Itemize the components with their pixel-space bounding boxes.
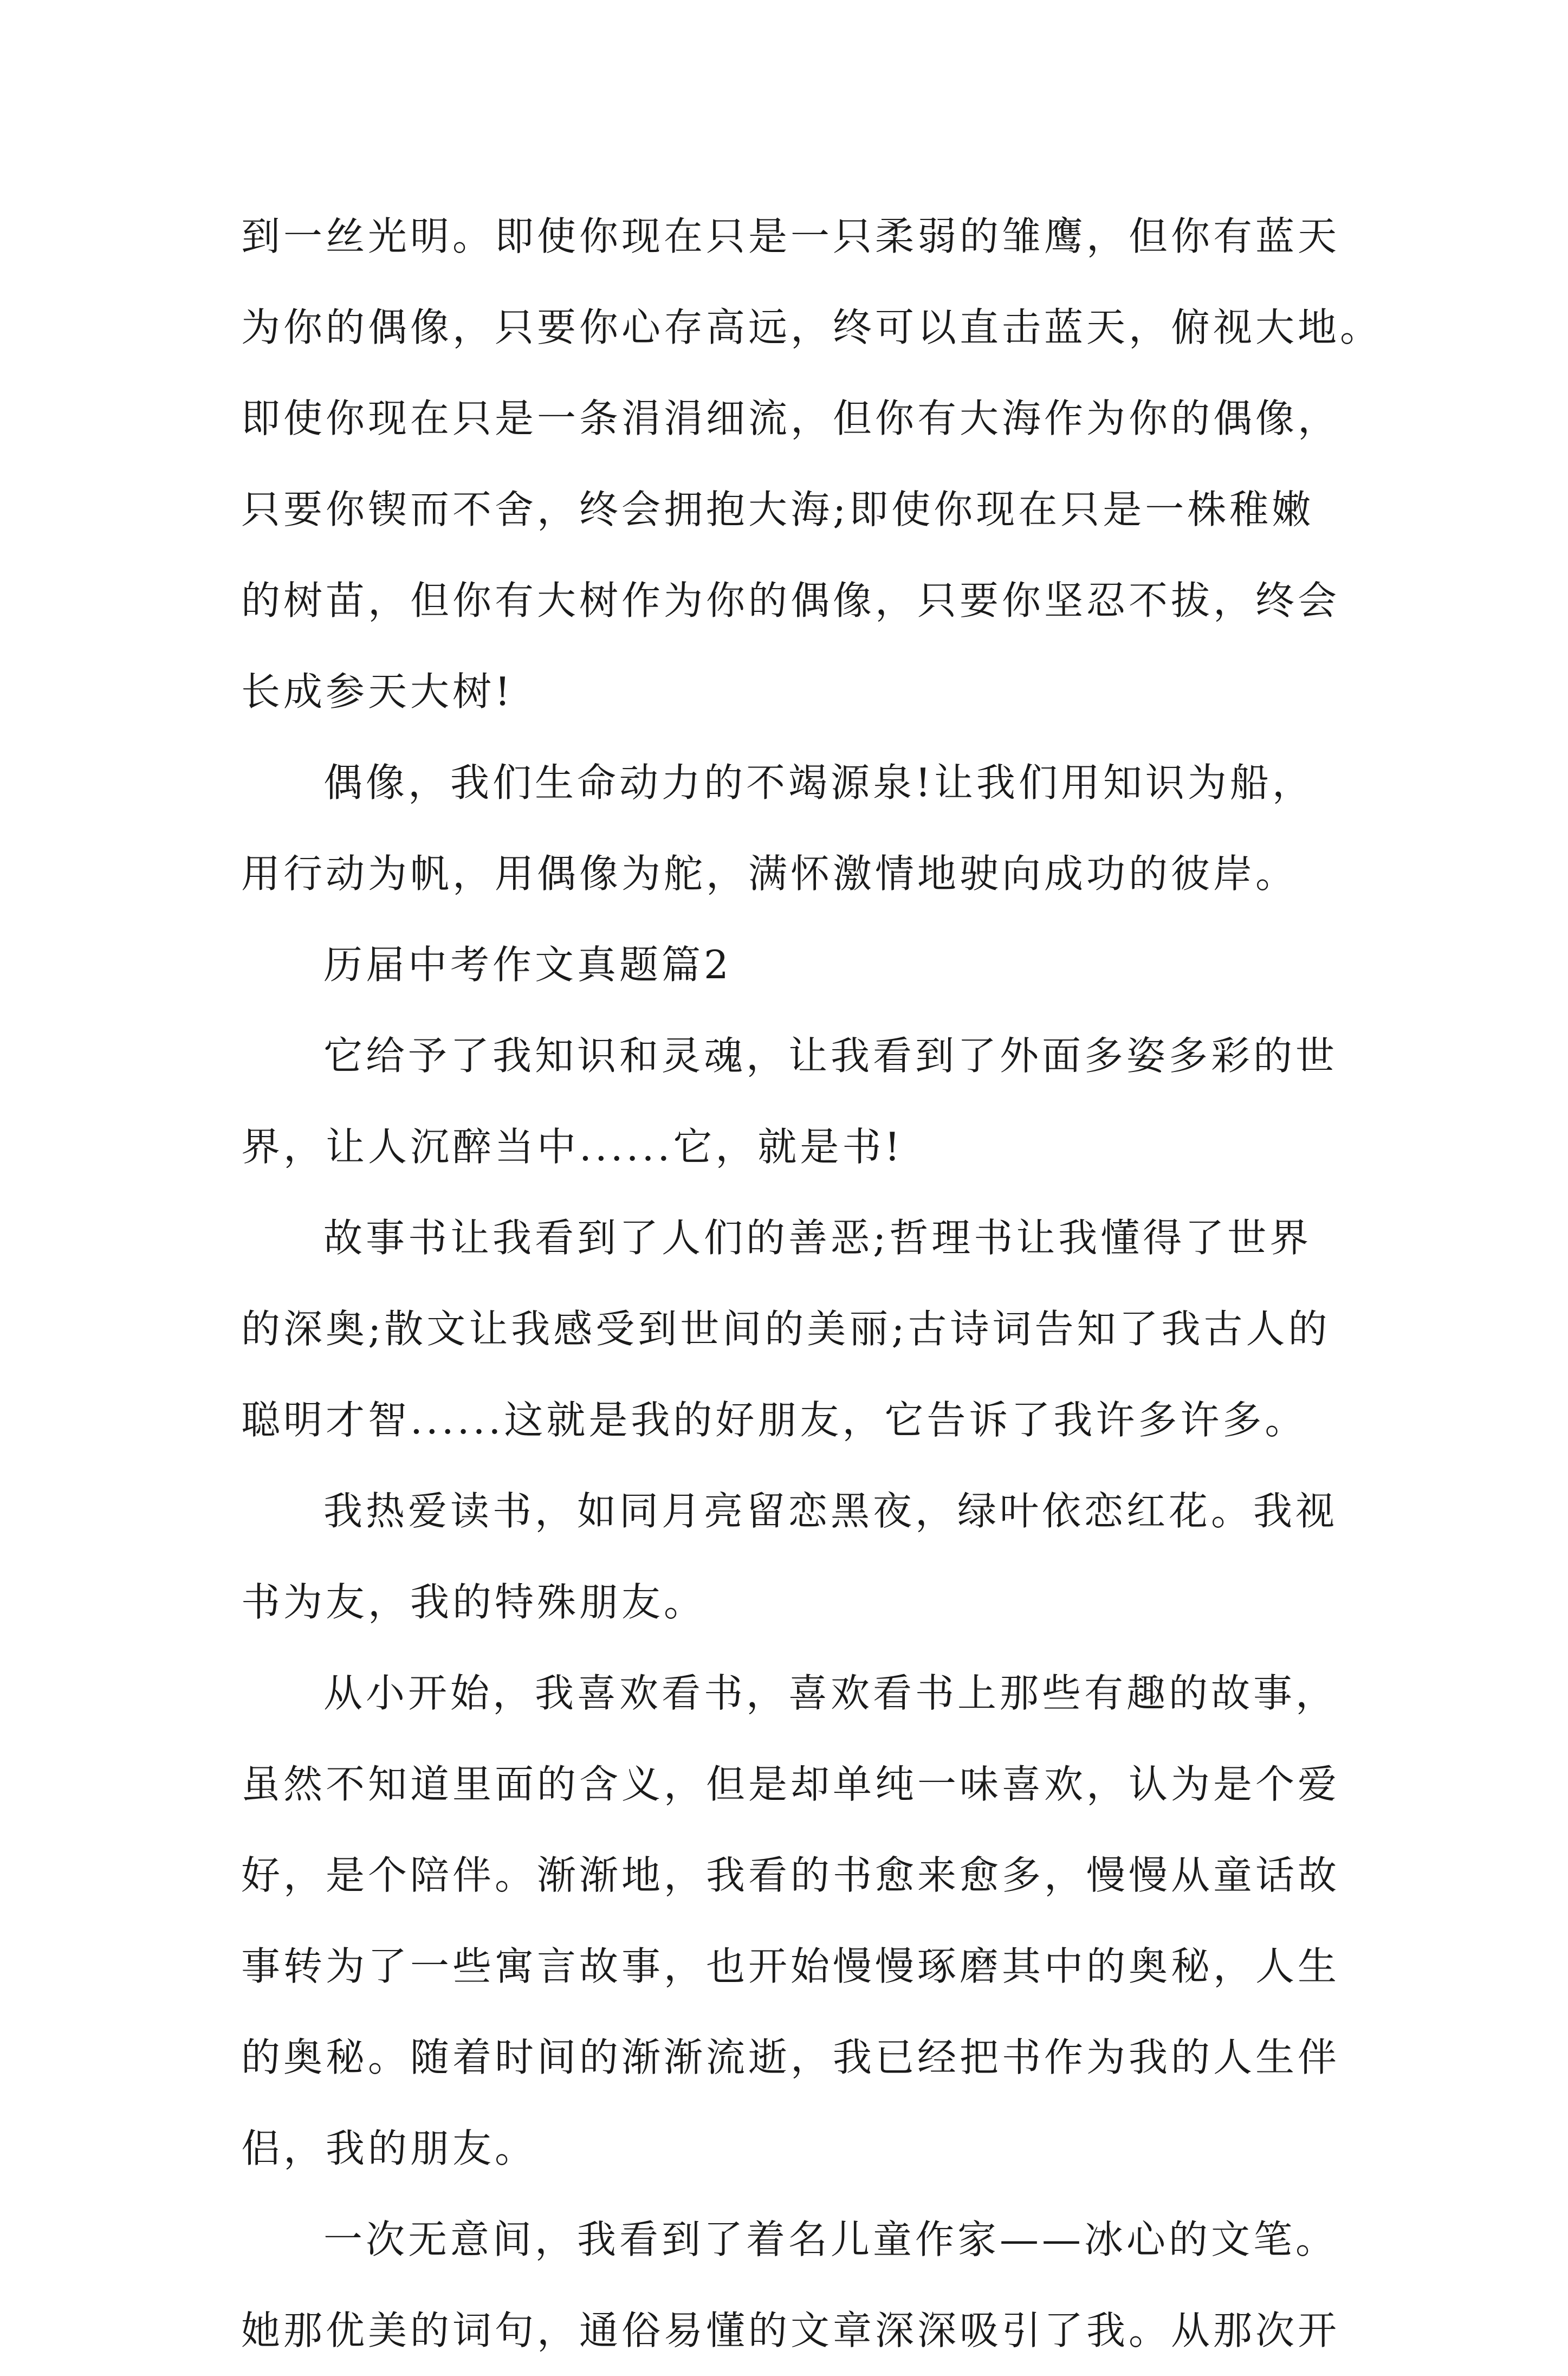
text-line: 它给予了我知识和灵魂，让我看到了外面多姿多彩的世	[323, 1033, 1338, 1079]
text-line: 从小开始，我喜欢看书，喜欢看书上那些有趣的故事，	[323, 1670, 1338, 1716]
text-line: 用行动为帆，用偶像为舵，满怀激情地驶向成功的彼岸。	[241, 851, 1298, 896]
text-line: 故事书让我看到了人们的善恶;哲理书让我懂得了世界	[323, 1215, 1312, 1261]
paragraph-1	[241, 191, 1383, 737]
text-line: 事转为了一些寓言故事，也开始慢慢琢磨其中的奥秘，人生	[241, 1944, 1340, 1989]
text-line: 书为友，我的特殊朋友。	[241, 1579, 707, 1625]
text-line: 偶像，我们生命动力的不竭源泉!让我们用知识为船，	[323, 760, 1314, 805]
paragraph-5	[241, 1465, 1357, 1648]
text-line: 只要你锲而不舍，终会拥抱大海;即使你现在只是一株稚嫩	[241, 487, 1314, 532]
paragraph-7	[241, 2194, 1357, 2376]
text-line: 的树苗，但你有大树作为你的偶像，只要你坚忍不拔，终会	[241, 578, 1340, 623]
text-line: 到一丝光明。即使你现在只是一只柔弱的雏鹰，但你有蓝天	[241, 214, 1340, 259]
section-heading	[241, 919, 1357, 1010]
text-line: 虽然不知道里面的含义，但是却单纯一味喜欢，认为是个爱	[241, 1761, 1340, 1807]
text-line: 她那优美的词句，通俗易懂的文章深深吸引了我。从那次开	[241, 2308, 1340, 2353]
text-line: 的深奥;散文让我感受到世间的美丽;古诗词告知了我古人的	[241, 1306, 1331, 1352]
text-line: 长成参天大树!	[241, 669, 514, 714]
text-line: 为你的偶像，只要你心存高远，终可以直击蓝天，俯视大地。	[241, 305, 1383, 350]
text-line: 侣，我的朋友。	[241, 2126, 537, 2171]
text-line: 一次无意间，我看到了着名儿童作家——冰心的文笔。	[323, 2217, 1338, 2262]
text-line: 我热爱读书，如同月亮留恋黑夜，绿叶依恋红花。我视	[323, 1488, 1338, 1534]
document-body	[241, 191, 1383, 2376]
section-title: 历届中考作文真题篇2	[323, 942, 732, 987]
paragraph-4	[241, 1192, 1357, 1465]
text-line: 好，是个陪伴。渐渐地，我看的书愈来愈多，慢慢从童话故	[241, 1852, 1340, 1898]
text-line: 界，让人沉醉当中......它，就是书!	[241, 1124, 904, 1170]
text-line: 即使你现在只是一条涓涓细流，但你有大海作为你的偶像，	[241, 396, 1340, 441]
paragraph-6	[241, 1648, 1357, 2194]
paragraph-3	[241, 1010, 1357, 1192]
text-line: 聪明才智......这就是我的好朋友，它告诉了我许多许多。	[241, 1397, 1307, 1443]
paragraph-2	[241, 737, 1357, 919]
text-line: 的奥秘。随着时间的渐渐流逝，我已经把书作为我的人生伴	[241, 2035, 1340, 2080]
